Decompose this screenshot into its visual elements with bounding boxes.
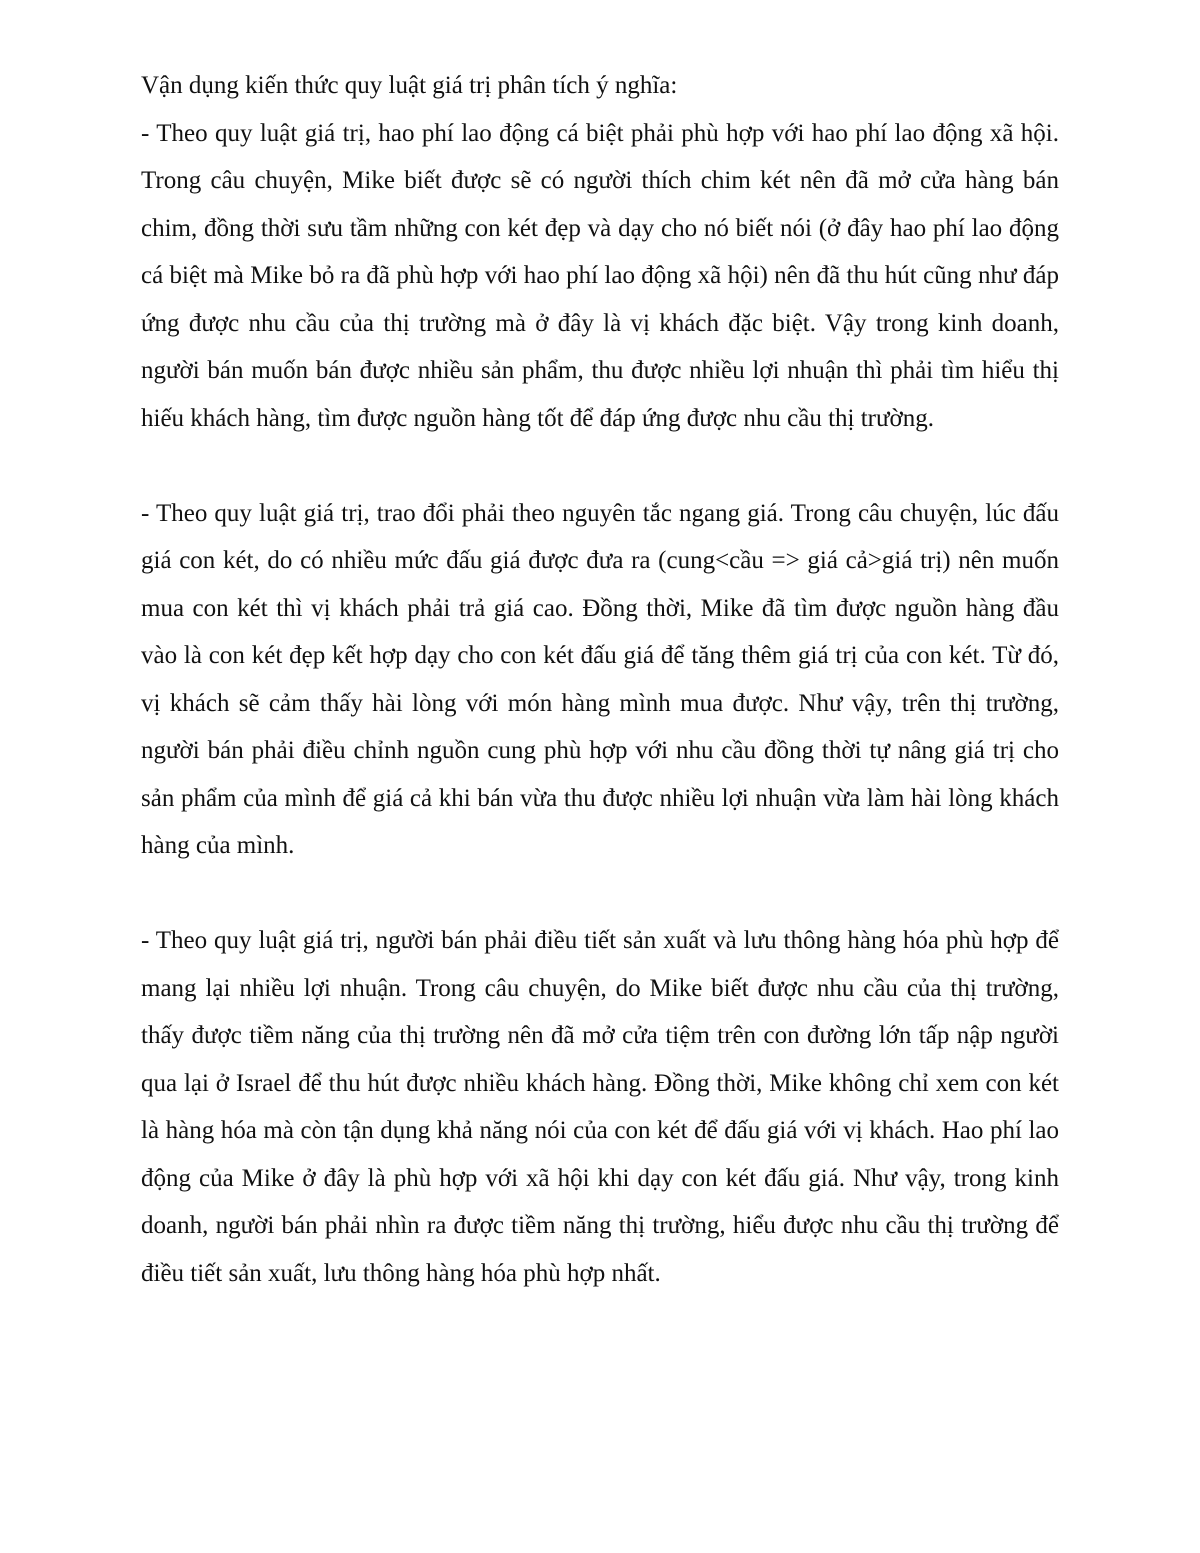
paragraph-labor-cost: - Theo quy luật giá trị, hao phí lao động cá biệt phải phù hợp với hao phí lao động xã hội. Trong câu chuyện, Mike biết được sẽ có người thích chim két nên đã mở cửa hàng bán chim, đồng thời sưu tầm những con két đẹp và dạy cho nó biết nói (ở đây hao phí lao động cá biệt mà Mike bỏ ra đã phù hợp với hao phí lao động xã hội) nên đã thu hút cũng như đáp ứng được nhu cầu của thị trường mà ở đây là vị khách đặc biệt. Vậy trong kinh doanh, người bán muốn bán được nhiều sản phẩm, thu được nhiều lợi nhuận thì phải tìm hiểu thị hiếu khách hàng, tìm được nguồn hàng tốt để đáp ứng được nhu cầu thị trường. — [141, 119, 1059, 432]
paragraph-regulate-production: - Theo quy luật giá trị, người bán phải điều tiết sản xuất và lưu thông hàng hóa phù hợp để mang lại nhiều lợi nhuận. Trong câu chuyện, do Mike biết được nhu cầu của thị trường, thấy được tiềm năng của thị trường nên đã mở cửa tiệm trên con đường lớn tấp nập người qua lại ở Israel để thu hút được nhiều khách hàng. Đồng thời, Mike không chỉ xem con két là hàng hóa mà còn tận dụng khả năng nói của con két để đấu giá với vị khách. Hao phí lao động của Mike ở đây là phù hợp với xã hội khi dạy con két đấu giá. Như vậy, trong kinh doanh, người bán phải nhìn ra được tiềm năng thị trường, hiểu được nhu cầu thị trường để điều tiết sản xuất, lưu thông hàng hóa phù hợp nhất. — [141, 927, 1059, 1287]
document-page — [141, 62, 1059, 1297]
paragraph-equal-exchange: - Theo quy luật giá trị, trao đổi phải theo nguyên tắc ngang giá. Trong câu chuyện, lúc đấu giá con két, do có nhiều mức đấu giá được đưa ra (cung<cầu => giá cả>giá trị) nên muốn mua con két thì vị khách phải trả giá cao. Đồng thời, Mike đã tìm được nguồn hàng đầu vào là con két đẹp kết hợp dạy cho con két đấu giá để tăng thêm giá trị của con két. Từ đó, vị khách sẽ cảm thấy hài lòng với món hàng mình mua được. Như vậy, trên thị trường, người bán phải điều chỉnh nguồn cung phù hợp với nhu cầu đồng thời tự nâng giá trị cho sản phẩm của mình để giá cả khi bán vừa thu được nhiều lợi nhuận vừa làm hài lòng khách hàng của mình. — [141, 499, 1059, 859]
paragraph-spacer — [141, 442, 1059, 490]
paragraph-spacer — [141, 870, 1059, 918]
document-heading: Vận dụng kiến thức quy luật giá trị phân tích ý nghĩa: — [141, 72, 678, 99]
